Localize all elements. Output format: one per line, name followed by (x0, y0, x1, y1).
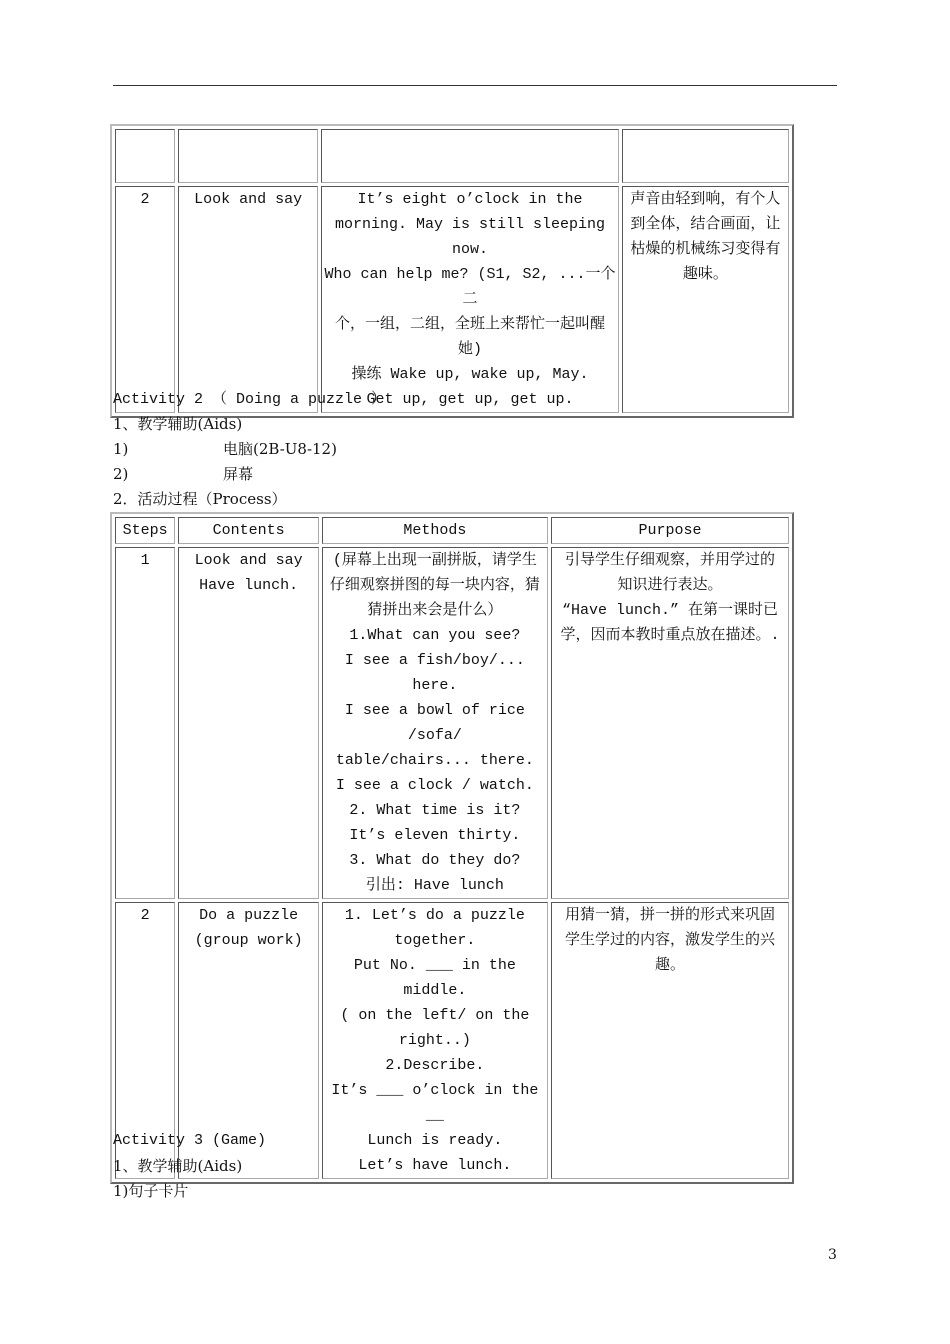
aids-text: 屏幕 (223, 465, 254, 483)
purpose-line: 枯燥的机械练习变得有 (630, 241, 781, 258)
activity2-title: Activity 2 （ Doing a puzzle ） (113, 391, 387, 408)
table-header-row (115, 517, 789, 544)
methods-line: I see a clock / watch. (335, 777, 534, 794)
methods-line: 猜拼出来会是什么） (367, 602, 503, 619)
methods-line: table/chairs... there. (335, 752, 534, 769)
aids-text: 句子卡片 (128, 1182, 189, 1200)
methods-line: right..) (398, 1032, 471, 1049)
aids-number: 2) (113, 465, 129, 483)
methods-line: Who can help me? (S1, S2, ...一个二 (324, 266, 616, 308)
activity2-aids-heading: 1、教学辅助(Aids) (113, 415, 243, 433)
methods-cell (322, 547, 548, 899)
activity3-aids-heading: 1、教学辅助(Aids) (113, 1157, 243, 1175)
methods-line: 个，一组，二组，全班上来帮忙一起叫醒 (334, 316, 605, 333)
methods-cell (321, 129, 618, 183)
methods-line: I see a fish/boy/... here. (344, 652, 525, 694)
table-row (115, 129, 789, 183)
step-cell (115, 129, 175, 183)
content-line: Look and say (194, 552, 303, 569)
methods-line: morning. May is still sleeping now. (334, 216, 606, 258)
methods-line: 操练 Wake up, wake up, May. (351, 366, 589, 383)
methods-line: I see a bowl of rice /sofa/ (344, 702, 525, 744)
process-heading: 2．活动过程（Process） (113, 490, 287, 508)
aids-number: 1) (113, 1182, 129, 1200)
methods-line: Let’s have lunch. (358, 1157, 512, 1174)
activity3-title: Activity 3 (Game) (113, 1132, 267, 1149)
purpose-cell (551, 902, 789, 1179)
purpose-line: 学，因而本教时重点放在描述。. (560, 627, 780, 644)
content-line: (group work) (194, 932, 303, 949)
page-number: 3 (828, 1247, 837, 1263)
methods-cell (322, 902, 548, 1179)
header-rule (113, 85, 837, 86)
purpose-line: 声音由轻到响，有个人 (630, 191, 781, 208)
methods-line: It’s ___ o’clock in the (331, 1082, 539, 1099)
methods-line: __ (425, 1107, 444, 1124)
methods-line: (屏幕上出现一副拼版，请学生 (332, 552, 537, 569)
methods-line: together. (394, 932, 476, 949)
content-cell (178, 547, 319, 899)
content-cell (178, 129, 318, 183)
purpose-line: 到全体，结合画面，让 (630, 216, 781, 233)
step-cell: 2 (115, 186, 175, 413)
methods-line: 引出: Have lunch (365, 877, 504, 894)
purpose-line: 趣味。 (682, 266, 728, 283)
methods-cell (321, 186, 618, 413)
purpose-line: 知识进行表达。 (617, 577, 723, 594)
methods-line: It’s eleven thirty. (349, 827, 521, 844)
header-purpose: Purpose (551, 517, 789, 544)
header-contents: Contents (178, 517, 319, 544)
table-activity1-continued (110, 124, 794, 418)
aids-number: 1) (113, 440, 129, 458)
methods-line: 2. What time is it? (349, 802, 521, 819)
aids-item (113, 1179, 188, 1204)
aids-text: 电脑(2B-U8-12) (223, 440, 337, 458)
purpose-cell (551, 547, 789, 899)
methods-line: Put No. ___ in the middle. (353, 957, 516, 999)
header-methods: Methods (322, 517, 548, 544)
header-steps: Steps (115, 517, 175, 544)
methods-line: It’s eight o’clock in the (357, 191, 583, 208)
methods-line: 她) (457, 341, 482, 358)
methods-line: 1.What can you see? (349, 627, 521, 644)
purpose-line: 学生学过的内容，激发学生的兴 (564, 932, 775, 949)
purpose-cell (622, 186, 789, 413)
content-cell: Look and say (178, 186, 318, 413)
purpose-cell (622, 129, 789, 183)
table-activity2-process (110, 512, 794, 1184)
methods-line: ( on the left/ on the (340, 1007, 530, 1024)
step-cell: 1 (115, 547, 175, 899)
methods-line: Get up, get up, get up. (366, 391, 574, 408)
methods-line: 2.Describe. (385, 1057, 485, 1074)
content-line: Have lunch. (199, 577, 299, 594)
content-line: Do a puzzle (199, 907, 299, 924)
purpose-line: “Have lunch.” 在第一课时已 (561, 602, 778, 619)
methods-line: 1. Let’s do a puzzle (344, 907, 525, 924)
aids-item (113, 462, 253, 487)
table-row (115, 186, 789, 413)
purpose-line: 用猜一猜，拼一拼的形式来巩固 (564, 907, 775, 924)
table-row (115, 547, 789, 899)
methods-line: 仔细观察拼图的每一块内容，猜 (329, 577, 540, 594)
aids-item (113, 437, 337, 462)
step-cell: 2 (115, 902, 175, 1179)
methods-line: 3. What do they do? (349, 852, 521, 869)
methods-line: Lunch is ready. (367, 1132, 503, 1149)
purpose-line: 引导学生仔细观察，并用学过的 (564, 552, 775, 569)
purpose-line: 趣。 (654, 957, 685, 974)
